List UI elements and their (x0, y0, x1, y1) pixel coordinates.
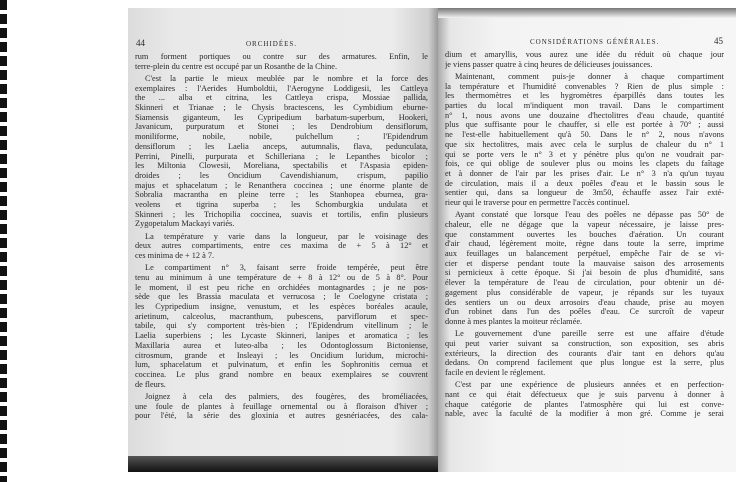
page-shadow (438, 8, 736, 18)
text-line: rieur qui le traverse pour en permettre l'accès continuel. (445, 198, 630, 208)
text-line: coccinea. Le plus grand nombre en beaux exemplaires se couvrent (135, 370, 428, 379)
text-line: La température y varie dans la longueur, par le voisinage des (145, 231, 428, 241)
text-line: Skinneri et Trianae ; le Chysis bractescens, les Cymbidium eburne- (135, 103, 428, 113)
text-line: terre-plein du centre est occupé par un Rosanthe de la Chine. (135, 61, 338, 71)
left-page (128, 8, 438, 456)
text-line: majus et sphacelatum ; le Renanthera coccinea ; une énorme plante de (135, 180, 428, 190)
text-line: nant ce qui était défectueux que je suis parvenu à donner à (445, 389, 724, 399)
text-line: que constamment ouvertes les bouches d'aération. Un courant (445, 229, 724, 239)
running-head: ORCHIDÉES. (246, 40, 298, 48)
text-line: de circulation, mais il a deux poêles d'eau et le bassin sous le (445, 178, 724, 188)
text-line: chaleur, elle ne dégage que la vapeur nécessaire, je laisse pres- (445, 219, 724, 229)
text-line: deux autres compartiments, entre ces maxima de + 5 à 12° et (135, 241, 428, 251)
paragraph (135, 263, 428, 389)
text-line: exemplaires : l'Aerides Humboldtii, l'Aerogyne Loddigesii, les Cattleya (135, 83, 428, 93)
left-page-text (135, 52, 428, 424)
text-line: la température et l'humidité convenables ? Rien de plus simple : (445, 81, 724, 91)
text-line: le moment, il est peu riche en orchidées montagnardes ; je ne pos- (135, 282, 428, 292)
text-line: dium et amaryllis, vous aurez une idée du réduit où chaque jour (445, 50, 724, 59)
right-page (438, 8, 736, 472)
text-line: nable, avec la faculté de la modifier à mon gré. Comme je serai (445, 409, 724, 419)
text-line: plus que suffisante pour le chauffer, si elle est portée à 70° ; aussi (445, 120, 724, 130)
text-line: ne l'est-elle habituellement qu'à 50. Dans le n° 2, nous n'avons (445, 130, 724, 140)
text-line: Maintenant, comment puis-je donner à chaque compartiment (455, 71, 724, 81)
text-line: sentier qui, dans sa longueur de 3m50, échauffe assez l'air exté- (445, 188, 724, 198)
text-line: Ayant constaté que lorsque l'eau des poêles ne dépasse pas 50° de (455, 210, 724, 220)
text-line: cier et disperse pendant toute la mauvaise saison des arrosements (445, 258, 724, 268)
text-line: Javanicum, purpuratum et Stonei ; les Dendrobium densiflorum, (135, 122, 428, 132)
text-line: et à donner de l'air par les prises d'air. Le n° 3 n'a qu'un tuyau (445, 168, 724, 178)
text-line: Laelia superbiens ; les Lycaste Skinneri, lanipes et aromatica ; les (135, 331, 428, 341)
running-head: CONSIDÉRATIONS GÉNÉRALES. (530, 38, 660, 46)
text-line: je viens passer quatre à cinq heures de délicieuses jouissances. (445, 59, 653, 69)
text-line: Maxillaria aurea et luteo-alba ; les Odontoglossum Bictoniense, (135, 340, 428, 350)
text-line: arietinum, calceolus, macranthum, pubescens, parviflorum et spec- (135, 311, 428, 321)
text-line: the ... alba et citrina, les Cattleya crispa, Mossiae pallida, (135, 93, 428, 103)
text-line: Joignez à cela des palmiers, des fougères, des broméliacées, (145, 391, 428, 401)
text-line: dedans. On comprend facilement que plus longue est la serre, plus (445, 358, 724, 368)
text-line: veolens et tigrina superba ; les Schomburgkia undulata et (135, 200, 428, 210)
text-line: pour l'été, la série des gloxinia et autres gesnériacées, des cala- (135, 411, 428, 421)
text-line: Le gouvernement d'une pareille serre est une affaire d'étude (455, 329, 724, 339)
text-line: Zygopetalum Mackayi variés. (135, 219, 235, 229)
text-line: densiflorum ; les Laelia anceps, autumnalis, flava, pedunculata, (135, 141, 428, 151)
text-line: aux feuillages un balancement perpétuel, empêche l'air de se vi- (445, 249, 724, 259)
paragraph (135, 52, 428, 71)
text-line: chaque catégorie de plantes l'atmosphère qui lui est conve- (445, 399, 724, 409)
text-line: d'air chaud, légèrement moite, règne dans toute la serre, imprime (445, 239, 724, 249)
text-line: Siamensis giganteum, les Cypripedium barbatum-superbum, Hookeri, (135, 112, 428, 122)
text-line: Sobralia macrantha en pleine terre ; les Stanhopea eburnea, gra- (135, 190, 428, 200)
text-line: les thermomètres et les hygromètres éparpillés dans toutes les (445, 91, 724, 101)
text-line: C'est par une expérience de plusieurs années et en perfection- (455, 380, 724, 390)
page-number: 44 (136, 38, 145, 48)
paragraph (135, 74, 428, 229)
paragraph (135, 392, 428, 421)
text-line: que six hectolitres, mais avec cela le surplus de chaleur du n° 1 (445, 139, 724, 149)
text-line: sède que les Brassia maculata et verrucosa ; le Coelogyne cristata ; (135, 292, 428, 302)
text-line: donne à mes plantes la moiteur réclamée. (445, 316, 583, 326)
text-line: une foule de plantes à feuillage ornemental ou à floraison d'hiver ; (135, 401, 428, 411)
right-page-text (445, 50, 724, 422)
book-scan (128, 8, 736, 472)
text-line: fois, ce qui oblige de soulever plus ou moins les clapets du faîtage (445, 159, 724, 169)
text-line: droides ; les Oncidium Cavendishianum, crispum, papilio (135, 170, 428, 180)
text-line: parties du local m'indiquent mon travail. Dans le compartiment (445, 101, 724, 111)
page-number: 45 (714, 36, 723, 46)
text-line: tabile, qui s'y comportent très-bien ; l'Epidendrum vitellinum ; le (135, 321, 428, 331)
paragraph (445, 380, 724, 419)
paragraph (135, 232, 428, 261)
text-line: les Cypripedium insigne, venustum, et les espèces boréales acaule, (135, 302, 428, 312)
text-line: qui se porte vers le n° 3 et y pénètre plus qu'on ne voudrait par- (445, 149, 724, 159)
text-line: moniliforme, nobile, nobile, pulchellum ; l'Epidendrum (135, 132, 428, 142)
text-line: Le compartiment n° 3, faisant serre froide tempérée, peut être (145, 263, 428, 273)
paragraph (445, 50, 724, 69)
scan-edge-marks (0, 0, 7, 482)
page-shadow (128, 456, 438, 472)
paragraph (445, 72, 724, 208)
text-line: ces minima de + 12 à 7. (135, 251, 215, 261)
text-line: Perrini, Pinelli, purpurata et Schilleriana ; le Lepanthes bicolor ; (135, 151, 428, 161)
text-line: des sentiers un ou deux arrosoirs d'eau chaude, prise au moyen (445, 297, 724, 307)
text-line: Skinneri ; les Trichopilia coccinea, suavis et tortilis, enfin plusieurs (135, 209, 428, 219)
text-line: lum, sphacelatum et pulvinatum, et enfin les Sophronitis cernua et (135, 360, 428, 370)
text-line: n° 1, nous avons une douzaine d'hectolitres d'eau chaude, quantité (445, 110, 724, 120)
text-line: tenu au minimum à une température de + 8 à 12° ou de 5 à 8°. Pour (135, 272, 428, 282)
text-line: gagement plus considérable de vapeur, je répands sur les tuyaux (445, 287, 724, 297)
text-line: C'est la partie le mieux meublée par le nombre et la force des (145, 73, 428, 83)
paragraph (445, 329, 724, 378)
text-line: rum forment portiques ou contre sur des armatures. Enfin, le (135, 52, 428, 61)
text-line: extérieurs, la direction des courants d'air tant en dehors qu'au (445, 348, 724, 358)
text-line: de fleurs. (135, 379, 166, 389)
text-line: si pernicieux à cette époque. Si j'ai besoin de plus d'humidité, sans (445, 268, 724, 278)
text-line: d'un robinet dans l'un des poêles d'eau. Ce surcroît de vapeur (445, 307, 724, 317)
text-line: facile en devient le réglement. (445, 368, 546, 377)
paragraph (445, 210, 724, 326)
text-line: les Miltonia Clowesii, Moreliana, spectabilis et l'Aspasia epiden- (135, 161, 428, 171)
text-line: élever la température de l'eau de circulation, pour obtenir un dé- (445, 278, 724, 288)
text-line: citrosmum, grande et Insleayi ; les Oncidium luridum, microchi- (135, 350, 428, 360)
text-line: qui peut varier suivant sa construction, son exposition, ses abris (445, 338, 724, 348)
